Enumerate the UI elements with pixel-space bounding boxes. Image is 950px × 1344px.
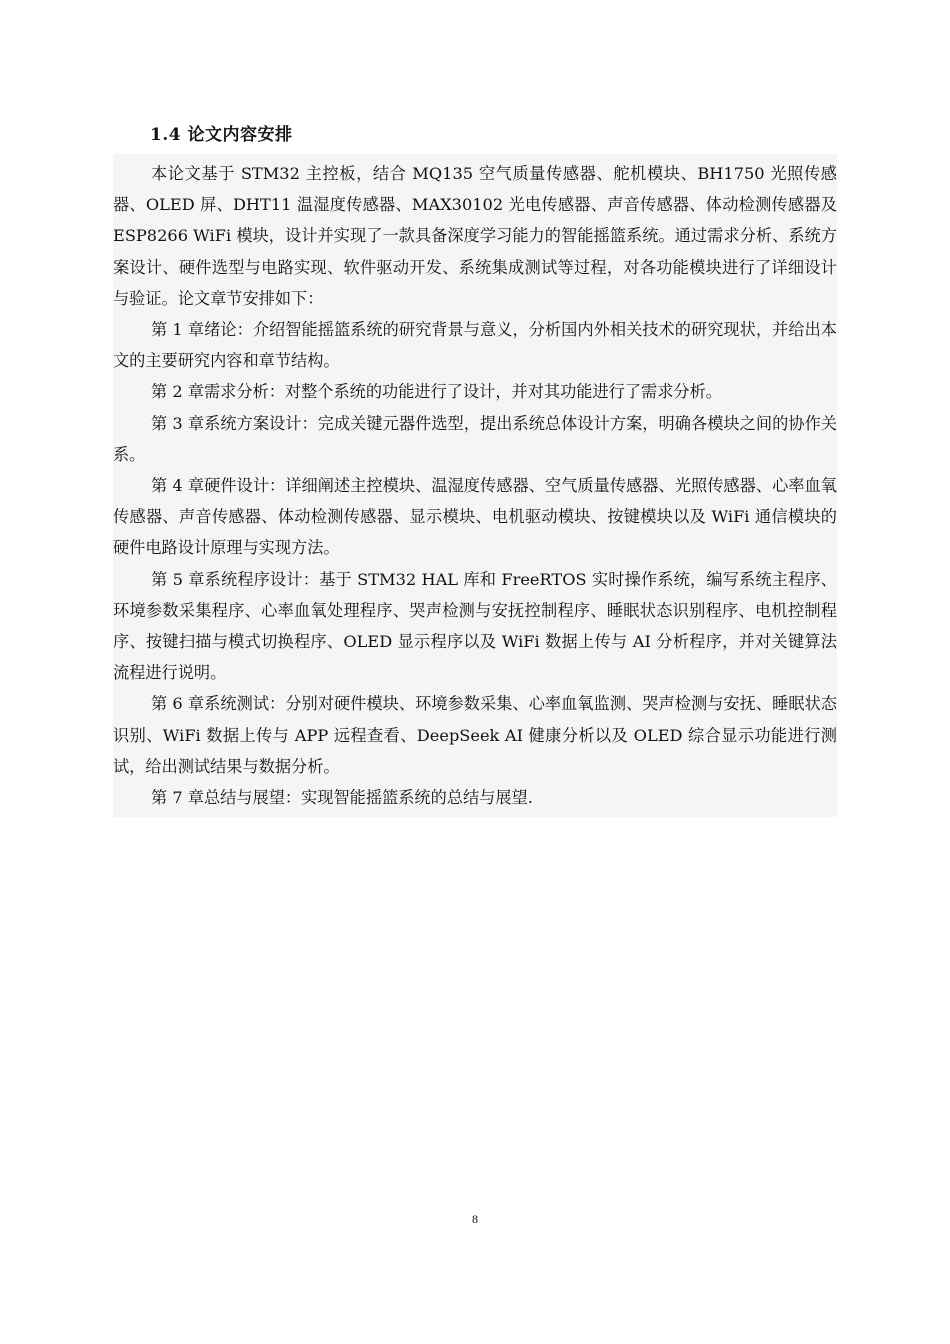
paragraph-intro: 本论文基于 STM32 主控板，结合 MQ135 空气质量传感器、舵机模块、BH1750 光照传感器、OLED 屏、DHT11 温湿度传感器、MAX30102 光电传感器、声音传感器、体动检测传感器及 ESP8266 WiFi 模块，设计并实现了一款具备深度学习能力的智能摇篮系统。通过需求分析、系统方案设计、硬件选型与电路实现、软件驱动开发、系统集成测试等过程，对各功能模块进行了详细设计与验证。论文章节安排如下： <box>113 164 837 308</box>
paragraph-chapter-5: 第 5 章系统程序设计：基于 STM32 HAL 库和 FreeRTOS 实时操作系统，编写系统主程序、环境参数采集程序、心率血氧处理程序、哭声检测与安抚控制程序、睡眠状态识别程序、电机控制程序、按键扫描与模式切换程序、OLED 显示程序以及 WiFi 数据上传与 AI 分析程序，并对关键算法流程进行说明。 <box>113 569 837 683</box>
paragraph-chapter-1: 第 1 章绪论：介绍智能摇篮系统的研究背景与意义，分析国内外相关技术的研究现状，并给出本文的主要研究内容和章节结构。 <box>113 320 837 371</box>
paragraph-chapter-7: 第 7 章总结与展望：实现智能摇篮系统的总结与展望. <box>151 788 533 808</box>
paragraph-chapter-4: 第 4 章硬件设计：详细阐述主控模块、温湿度传感器、空气质量传感器、光照传感器、心率血氧传感器、声音传感器、体动检测传感器、显示模块、电机驱动模块、按键模块以及 WiFi 通信模块的硬件电路设计原理与实现方法。 <box>113 476 837 558</box>
paragraph-chapter-6: 第 6 章系统测试：分别对硬件模块、环境参数采集、心率血氧监测、哭声检测与安抚、睡眠状态识别、WiFi 数据上传与 APP 远程查看、DeepSeek AI 健康分析以及 OLED 综合显示功能进行测试，给出测试结果与数据分析。 <box>113 694 837 776</box>
page-number: 8 <box>472 1212 478 1226</box>
section-body <box>113 154 837 817</box>
paragraph-chapter-2: 第 2 章需求分析：对整个系统的功能进行了设计，并对其功能进行了需求分析。 <box>151 382 722 402</box>
paragraph-chapter-3: 第 3 章系统方案设计：完成关键元器件选型，提出系统总体设计方案，明确各模块之间的协作关系。 <box>113 413 837 464</box>
section-heading: 1.4 论文内容安排 <box>150 125 293 145</box>
